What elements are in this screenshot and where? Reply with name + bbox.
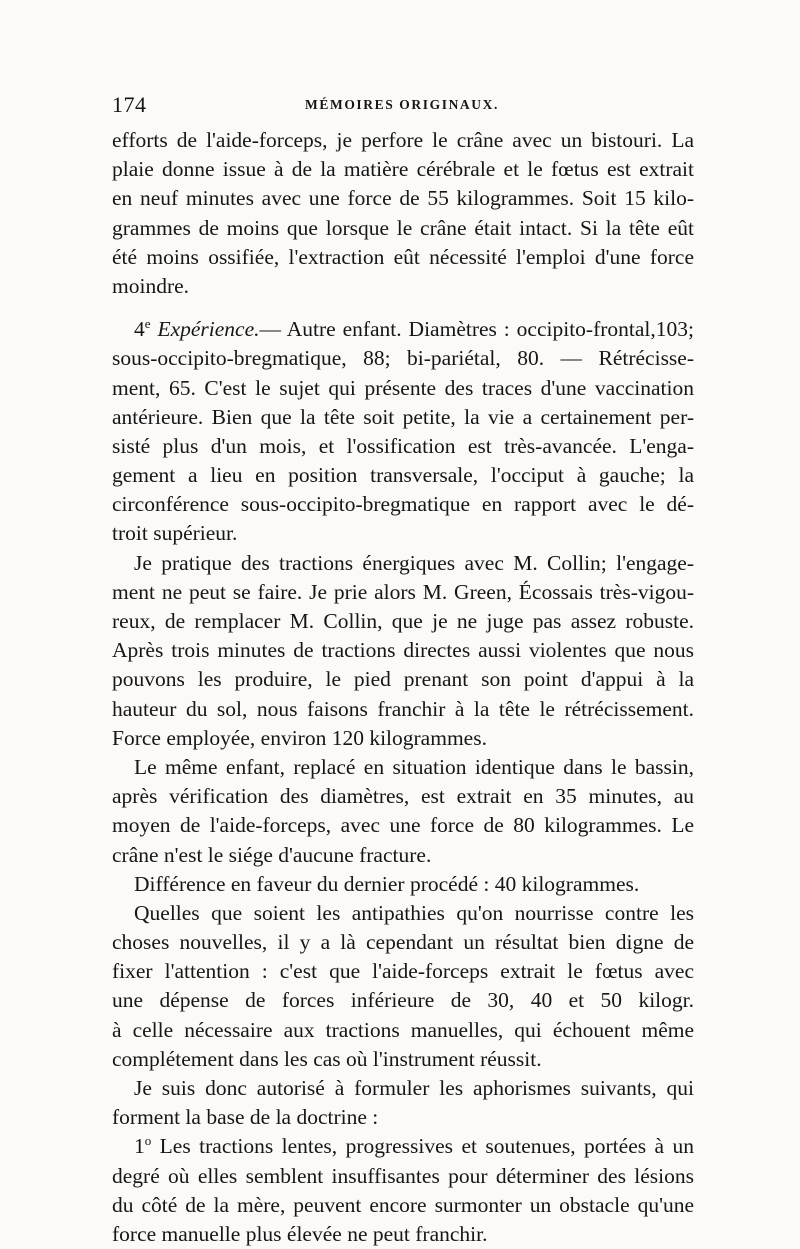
text-line: pouvons les produire, le pied prenant son point d'appui à la <box>112 667 694 692</box>
page-number: 174 <box>112 92 147 117</box>
running-head: MÉMOIRES ORIGINAUX. <box>305 97 499 112</box>
text-line: été moins ossifiée, l'extraction eût nécessité l'emploi d'une force <box>112 244 694 269</box>
text-line: troit supérieur. <box>112 521 238 546</box>
text-line: une dépense de forces inférieure de 30, 40 et 50 kilogr. <box>112 988 694 1013</box>
experience-title: Expérience. <box>157 317 260 342</box>
text-run: Les tractions lentes, progressives et soutenues, portées à un <box>151 1134 694 1159</box>
text-line: choses nouvelles, il y a là cependant un résultat bien digne de <box>112 930 694 955</box>
text-line: ment, 65. C'est le sujet qui présente des traces d'une vaccination <box>112 375 694 400</box>
text-line: moindre. <box>112 273 190 298</box>
paragraph <box>112 549 694 753</box>
text-line <box>112 1132 694 1161</box>
text-line: efforts de l'aide-forceps, je perfore le crâne avec un bistouri. La <box>112 128 694 152</box>
aphorism-number: 1 <box>134 1134 145 1159</box>
text-line: Quelles que soient les antipathies qu'on nourrisse contre les <box>134 900 694 925</box>
text-line: à celle nécessaire aux tractions manuelles, qui échouent même <box>112 1017 694 1042</box>
text-line: complétement dans les cas où l'instrument réussit. <box>112 1046 542 1071</box>
text-run: — Autre enfant. Diamètres : occipito-frontal,103; <box>259 317 694 342</box>
text-line: Différence en faveur du dernier procédé : 40 kilogrammes. <box>134 871 640 896</box>
text-line: fixer l'attention : c'est que l'aide-forceps extrait le fœtus avec <box>112 959 694 984</box>
text-line: après vérification des diamètres, est extrait en 35 minutes, au <box>112 784 694 809</box>
text-line: Je pratique des tractions énergiques avec M. Collin; l'engage- <box>134 550 694 575</box>
text-line: sisté plus d'un mois, et l'ossification est très-avancée. L'enga- <box>112 433 694 458</box>
text-line: circonférence sous-occipito-bregmatique en rapport avec le dé- <box>112 492 694 517</box>
paragraph <box>112 870 694 899</box>
text-line: reux, de remplacer M. Collin, que je ne juge pas assez robuste. <box>112 609 694 633</box>
text-line: Force employée, environ 120 kilogrammes. <box>112 725 487 750</box>
text-line: gement a lieu en position transversale, l'occiput à gauche; la <box>112 463 694 488</box>
text-line: Le même enfant, replacé en situation identique dans le bassin, <box>134 754 694 779</box>
text-line: crâne n'est le siége d'aucune fracture. <box>112 842 432 867</box>
ordinal-superscript: e <box>144 316 151 332</box>
text-line: degré où elles semblent insuffisantes pour déterminer des lésions <box>112 1163 694 1188</box>
body-text <box>112 126 694 1249</box>
text-line: moyen de l'aide-forceps, avec une force de 80 kilogrammes. Le <box>112 813 694 838</box>
text-line: grammes de moins que lorsque le crâne était intact. Si la tête eût <box>112 215 694 240</box>
text-line: ment ne peut se faire. Je prie alors M. Green, Écossais très-vigou- <box>112 579 694 604</box>
ordinal-superscript: o <box>144 1133 152 1149</box>
paragraph-aphorism <box>112 1132 694 1249</box>
text-line <box>112 315 694 344</box>
paragraph-experience <box>112 315 694 549</box>
experience-number: 4 <box>134 317 145 342</box>
text-line: hauteur du sol, nous faisons franchir à la tête le rétrécissement. <box>112 696 694 721</box>
text-line: forment la base de la doctrine : <box>112 1105 379 1130</box>
text-line: en neuf minutes avec une force de 55 kilogrammes. Soit 15 kilo- <box>112 186 694 211</box>
text-line: plaie donne issue à de la matière cérébrale et le fœtus est extrait <box>112 157 694 182</box>
paragraph <box>112 126 694 301</box>
paragraph <box>112 899 694 1074</box>
text-line: du côté de la mère, peuvent encore surmonter un obstacle qu'une <box>112 1192 694 1217</box>
text-line: antérieure. Bien que la tête soit petite, la vie a certainement per- <box>112 404 694 429</box>
text-line: force manuelle plus élevée ne peut franchir. <box>112 1221 488 1246</box>
text-line: Je suis donc autorisé à formuler les aphorismes suivants, qui <box>134 1076 694 1100</box>
paragraph <box>112 753 694 870</box>
text-line: sous-occipito-bregmatique, 88; bi-pariétal, 80. — Rétrécisse- <box>112 346 694 371</box>
page-header <box>112 92 692 122</box>
paragraph <box>112 1074 694 1132</box>
text-line: Après trois minutes de tractions directes aussi violentes que nous <box>112 638 694 663</box>
